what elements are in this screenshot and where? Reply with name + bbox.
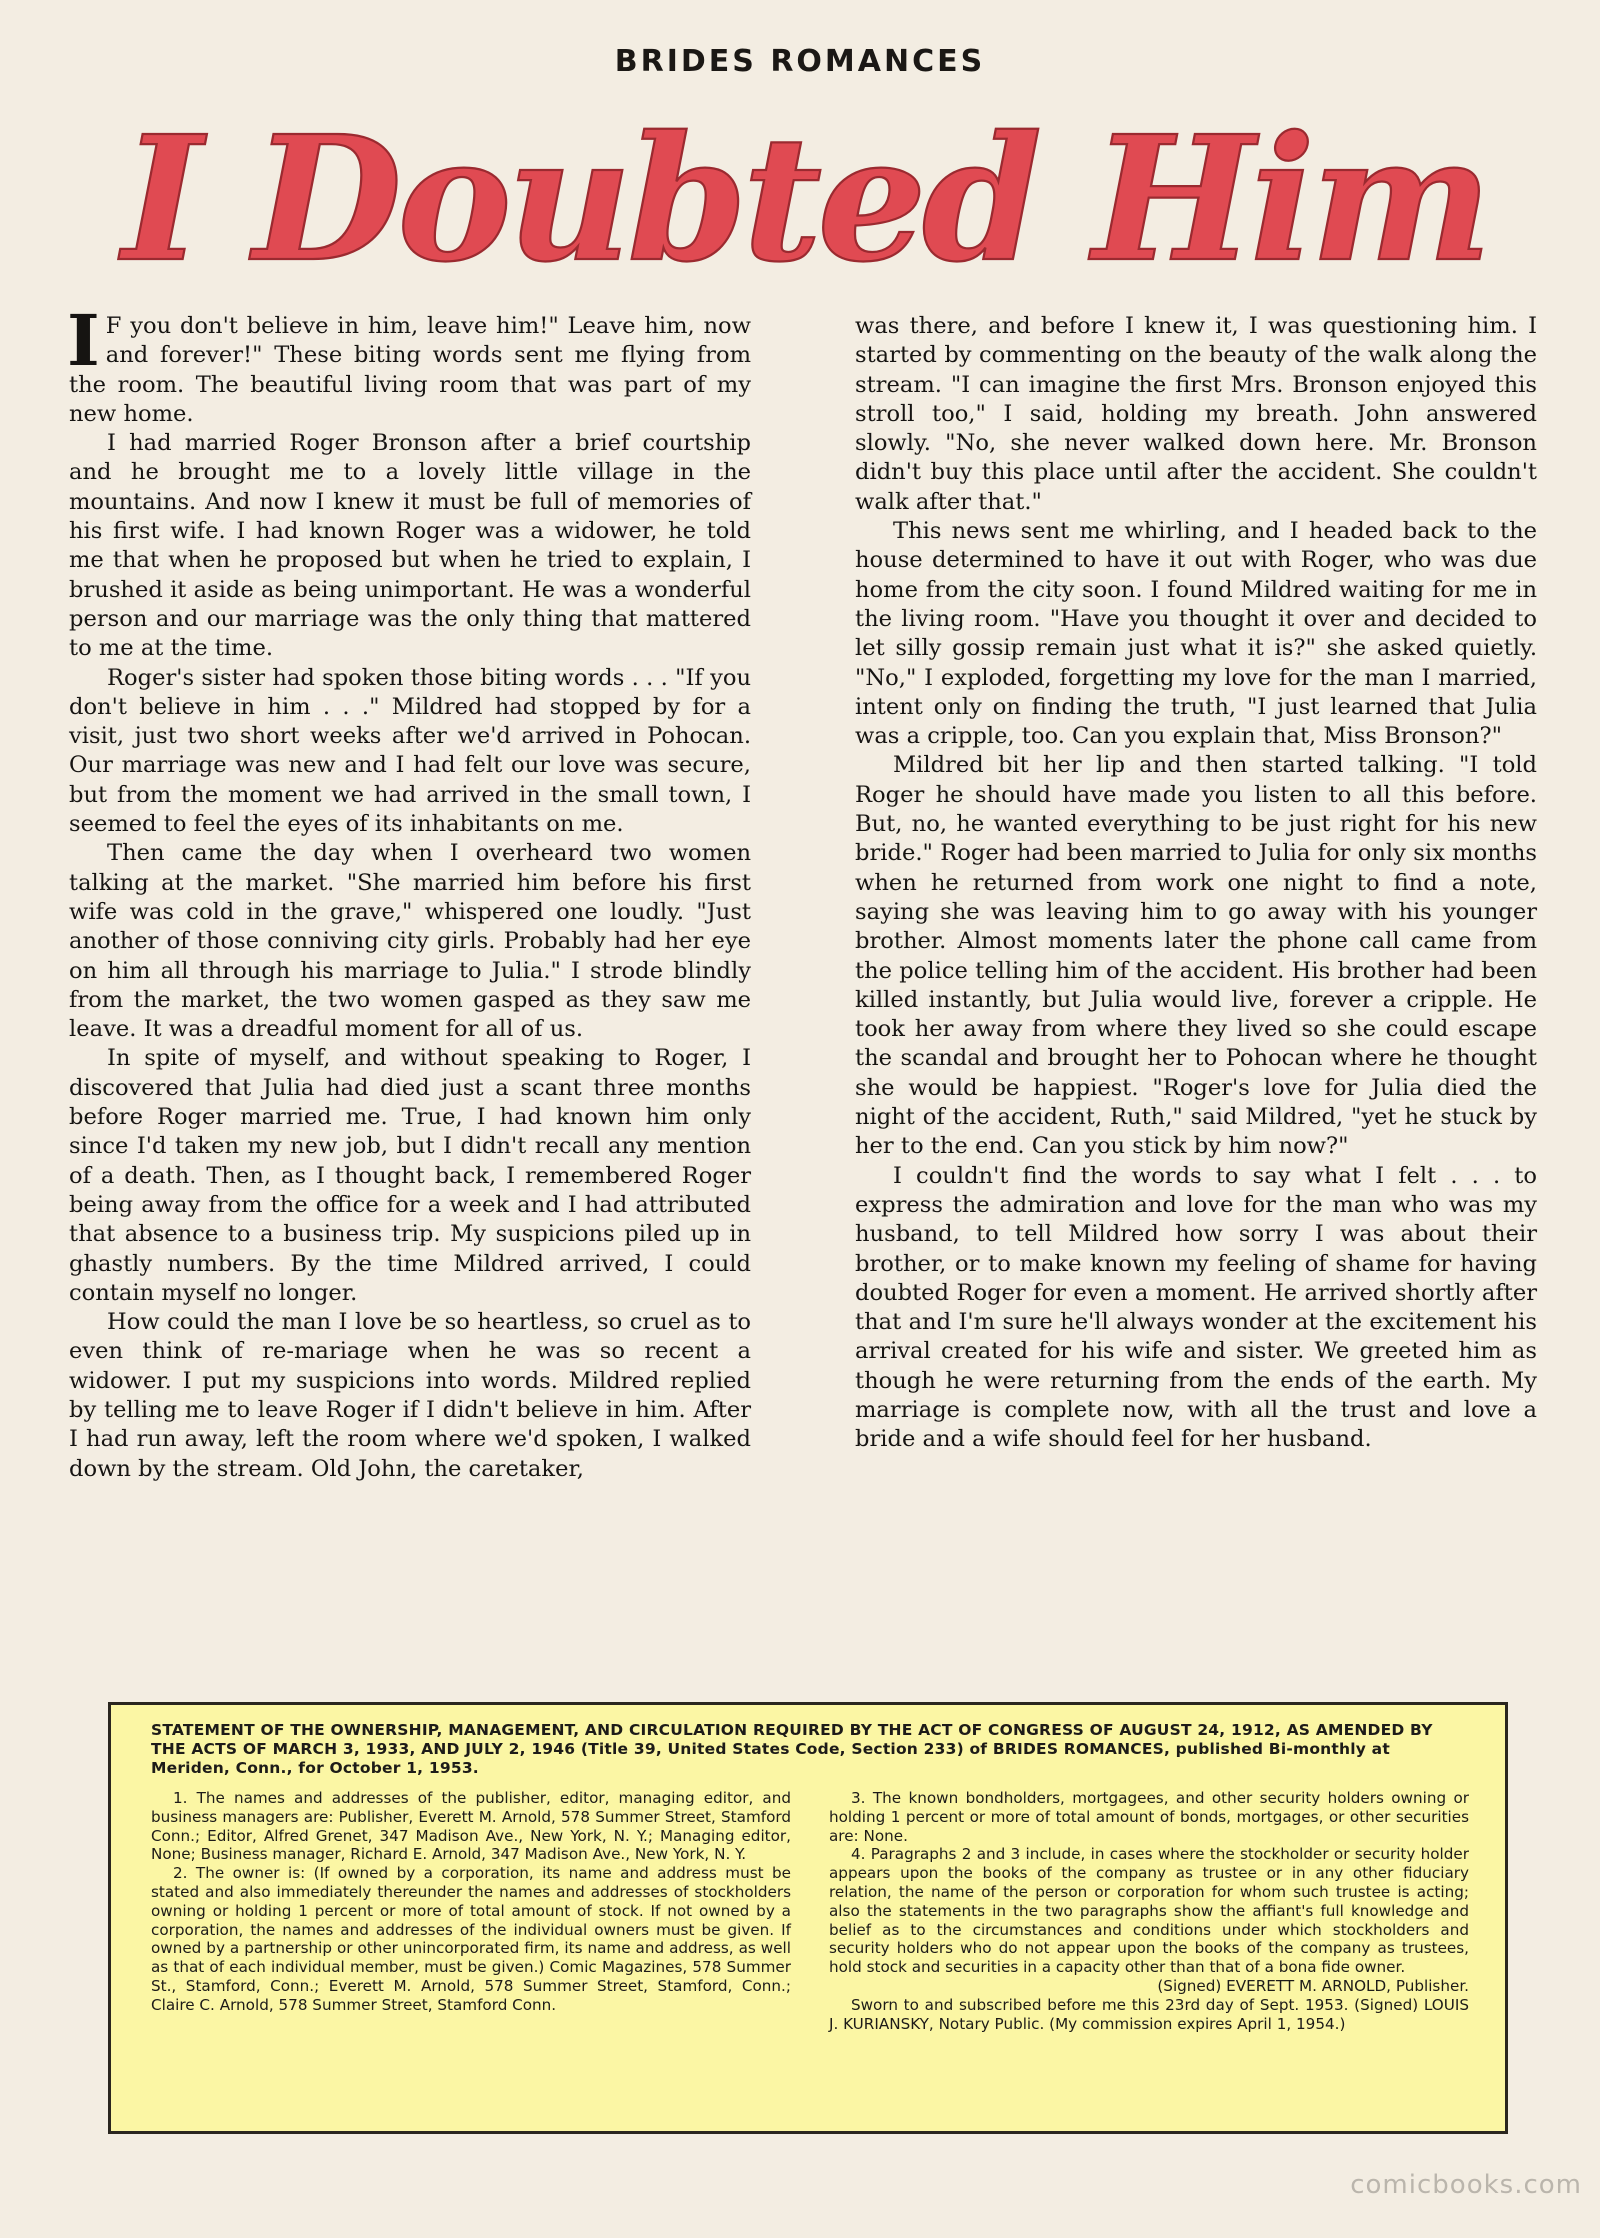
drop-cap: I — [67, 299, 100, 382]
statement-paragraph: 4. Paragraphs 2 and 3 include, in cases where the stockholder or security holder appears upon the books of the company as trustee or in any other fiduciary relation, the name of the person or corporation for whom such trustee is acting; also the statements in the two paragraphs show the affiant's full knowledge and belief as to the circumstances and conditions under which stockholders and security holders who do not appear upon the books of the company as trustees, hold stock and securities in a capacity other than that of a bona fide owner. — [829, 1845, 1469, 1977]
paragraph-text: F you don't believe in him, leave him!" Leave him, now and forever!" These biting words sent me flying from the room. The beautiful living room that was part of my new home. — [69, 313, 751, 427]
statement-sworn: Sworn to and subscribed before me this 23rd day of Sept. 1953. (Signed) LOUIS J. KURIANSKY, Notary Public. (My commission expires April 1, 1954.) — [829, 1995, 1469, 2033]
story-paragraph: I couldn't find the words to say what I felt . . . to express the admiration and love for the man who was my husband, to tell Mildred how sorry I was about their brother, or to make known my feeling of shame for having doubted Roger for even a moment. He arrived shortly after that and I'm sure he'll always wonder at the excitement his arrival created for his wife and sister. We greeted him as though he were returning from the ends of the earth. My marriage is complete now, with all the trust and love a bride and a wife should feel for her husband. — [855, 1162, 1537, 1453]
title-text: I Doubted Him — [122, 99, 1488, 300]
statement-paragraph: 2. The owner is: (If owned by a corporation, its name and address must be stated and also immediately thereunder the names and addresses of stockholders owning or holding 1 percent or more of total amount of stock. If not owned by a corporation, the names and addresses of the individual owners must be given. If owned by a partnership or other unincorporated firm, its name and address, as well as that of each individual member, must be given.) Comic Magazines, 578 Summer St., Stamford, Conn.; Everett M. Arnold, 578 Summer Street, Stamford, Conn.; Claire C. Arnold, 578 Summer Street, Stamford Conn. — [151, 1864, 791, 2014]
story-paragraph: Then came the day when I overheard two women talking at the market. "She married him before his first wife was cold in the grave," whispered one loudly. "Just another of those conniving city girls. Probably had her eye on him all through his marriage to Julia." I strode blindly from the market, the two women gasped as they saw me leave. It was a dreadful moment for all of us. — [69, 840, 751, 1043]
story-paragraph: How could the man I love be so heartless, so cruel as to even think of re-mariage when he was so recent a widower. I put my suspicions into words. Mildred replied by telling me to leave Roger if I didn't believe in him. After I had run away, left the room where we'd spoken, I walked down by the stream. Old John, the caretaker, — [69, 1309, 751, 1482]
ownership-statement-box — [108, 1702, 1508, 2134]
story-paragraph: was there, and before I knew it, I was questioning him. I started by commenting on the beauty of the walk along the stream. "I can imagine the first Mrs. Bronson enjoyed this stroll too," I said, holding my breath. John answered slowly. "No, she never walked down here. Mr. Bronson didn't buy this place until after the accident. She couldn't walk after that." — [855, 313, 1537, 515]
statement-paragraph: 1. The names and addresses of the publisher, editor, managing editor, and business managers are: Publisher, Everett M. Arnold, 578 Summer Street, Stamford Conn.; Editor, Alfred Grenet, 347 Madison Ave., New York, N. Y.; Managing editor, None; Business manager, Richard E. Arnold, 347 Madison Ave., New York, N. Y. — [151, 1789, 791, 1864]
story-title-lettering — [110, 54, 1500, 304]
magazine-header: BRIDES ROMANCES — [614, 44, 986, 79]
story-paragraph: In spite of myself, and without speaking to Roger, I discovered that Julia had died just a scant three months before Roger married me. True, I had known him only since I'd taken my new job, but I didn't recall any mention of a death. Then, as I thought back, I remembered Roger being away from the office for a week and I had attributed that absence to a business trip. My suspicions piled up in ghastly numbers. By the time Mildred arrived, I could contain myself no longer. — [69, 1045, 751, 1306]
story-paragraph: I had married Roger Bronson after a brief courtship and he brought me to a lovely little village in the mountains. And now I knew it must be full of memories of his first wife. I had known Roger was a widower, he told me that when he proposed but when he tried to explain, I brushed it aside as being unimportant. He was a wonderful person and our marriage was the only thing that mattered to me at the time. — [69, 430, 751, 662]
story-paragraph: Mildred bit her lip and then started talking. "I told Roger he should have made you listen to all this before. But, no, he wanted everything to be just right for his new bride." Roger had been married to Julia for only six months when he returned from work one night to find a note, saying she was leaving him to go away with his younger brother. Almost moments later the phone call came from the police telling him of the accident. His brother had been killed instantly, but Julia would live, forever a cripple. He took her away from where they lived so she could escape the scandal and brought her to Pohocan where he thought she would be happiest. "Roger's love for Julia died the night of the accident, Ruth," said Mildred, "yet he stuck by her to the end. Can you stick by him now?" — [855, 752, 1537, 1160]
story-title — [110, 54, 1500, 304]
statement-signature: (Signed) EVERETT M. ARNOLD, Publisher. — [1157, 1976, 1469, 1995]
story-column-right — [855, 312, 1537, 1455]
story-column-left — [67, 299, 751, 1484]
statement-column-left — [151, 1789, 791, 2015]
story-paragraph — [67, 299, 751, 429]
statement-paragraph: 3. The known bondholders, mortgagees, and other security holders owning or holding 1 percent or more of total amount of bonds, mortgages, or other securities are: None. — [829, 1789, 1469, 1845]
statement-heading: STATEMENT OF THE OWNERSHIP, MANAGEMENT, AND CIRCULATION REQUIRED BY THE ACT OF CONGRESS OF AUGUST 24, 1912, AS AMENDED BY THE ACTS OF MARCH 3, 1933, AND JULY 2, 1946 (Title 39, United States Code, Section 233) of BRIDES ROMANCES, published Bi-monthly at Meriden, Conn., for October 1, 1953. — [151, 1721, 1433, 1777]
statement-column-right — [829, 1789, 1469, 2033]
story-paragraph: Roger's sister had spoken those biting words . . . "If you don't believe in him . . ." Mildred had stopped by for a visit, just two short weeks after we'd arrived in Pohocan. Our marriage was new and I had felt our love was secure, but from the moment we had arrived in the small town, I seemed to feel the eyes of its inhabitants on me. — [69, 664, 751, 838]
site-watermark: comicbooks.com — [1350, 2170, 1582, 2200]
story-paragraph: This news sent me whirling, and I headed back to the house determined to have it out with Roger, who was due home from the city soon. I found Mildred waiting for me in the living room. "Have you thought it over and decided to let silly gossip remain just what it is?" she asked quietly. "No," I exploded, forgetting my love for the man I married, intent only on finding the truth, "I just learned that Julia was a cripple, too. Can you explain that, Miss Bronson?" — [855, 518, 1537, 750]
